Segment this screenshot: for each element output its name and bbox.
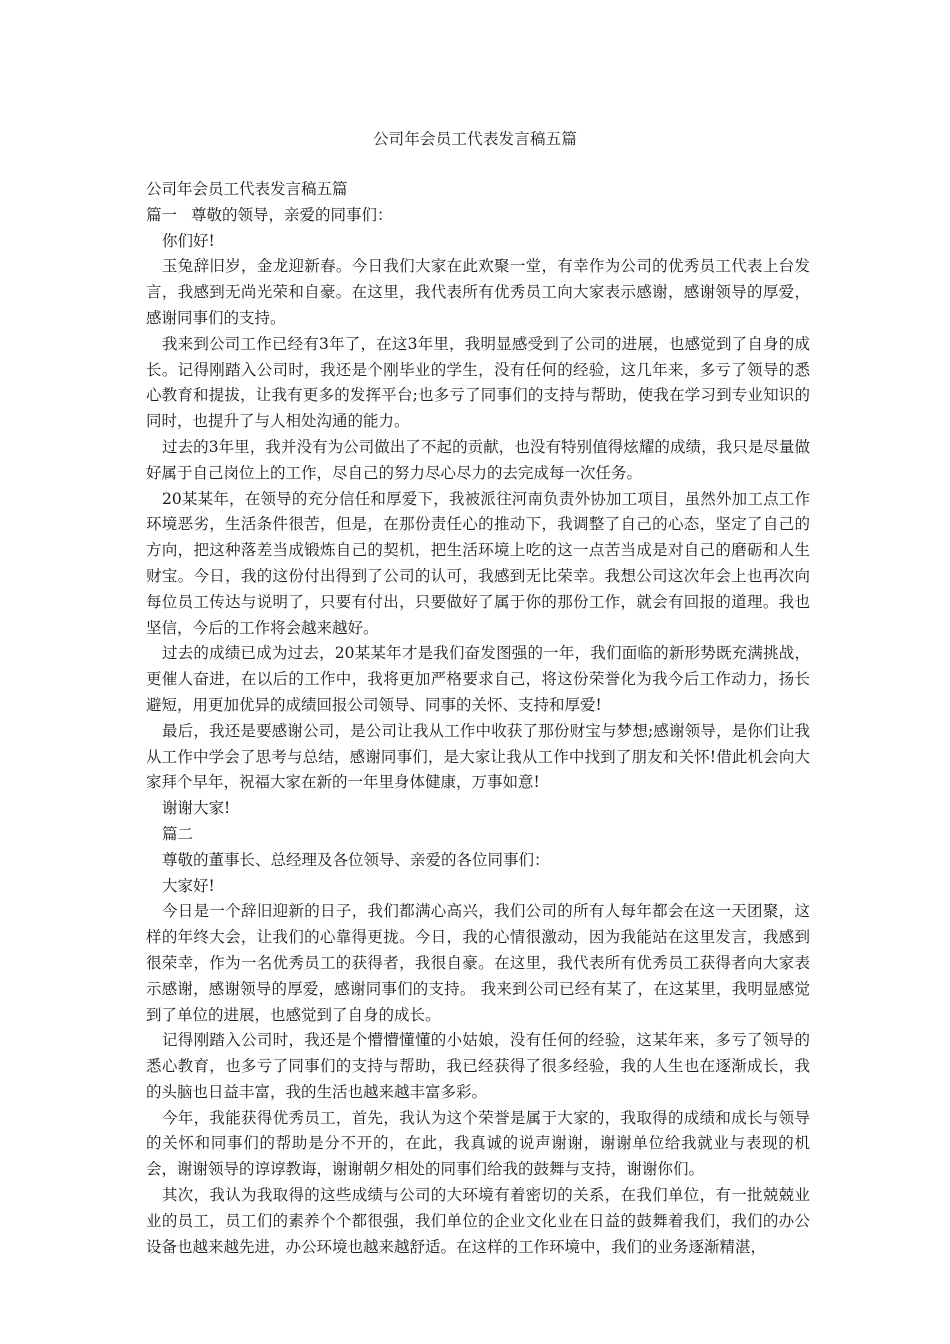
- paragraph: 我来到公司工作已经有3年了，在这3年里，我明显感受到了公司的进展，也感觉到了自身的成长。记得刚踏入公司时，我还是个刚毕业的学生，没有任何的经验，这几年来，多亏了领导的悉心教育和提拔，让我有更多的发挥平台;也多亏了同事们的支持与帮助，使我在学习到专业知识的同时，也提升了与人相处沟通的能力。: [146, 334, 810, 431]
- paragraph: 记得刚踏入公司时，我还是个懵懵懂懂的小姑娘，没有任何的经验，这某年来，多亏了领导的悉心教育，也多亏了同事们的支持与帮助，我已经获得了很多经验，我的人生也在逐渐成长，我的头脑也日益丰富，我的生活也越来越丰富多彩。: [146, 1031, 810, 1101]
- paragraph: 20某某年，在领导的充分信任和厚爱下，我被派往河南负责外协加工项目，虽然外加工点工作环境恶劣，生活条件很苦，但是，在那份责任心的推动下，我调整了自己的心态，坚定了自己的方向，把这种落差当成锻炼自己的契机，把生活环境上吃的这一点苦当成是对自己的磨砺和人生财宝。今日，我的这份付出得到了公司的认可，我感到无比荣幸。我想公司这次年会上也再次向每位员工传达与说明了，只要有付出，只要做好了属于你的那份工作，就会有回报的道理。我也坚信，今后的工作将会越来越好。: [146, 489, 810, 637]
- paragraph: 其次，我认为我取得的这些成绩与公司的大环境有着密切的关系，在我们单位，有一批兢兢业业的员工，员工们的素养个个都很强，我们单位的企业文化业在日益的鼓舞着我们，我们的办公设备也越来越先进，办公环境也越来越舒适。在这样的工作环境中，我们的业务逐渐精湛，: [146, 1186, 810, 1256]
- paragraph: 过去的成绩已成为过去，20某某年才是我们奋发图强的一年，我们面临的新形势既充满挑战，更催人奋进，在以后的工作中，我将更加严格要求自己，将这份荣誉化为我今后工作动力，扬长避短，用更加优异的成绩回报公司领导、同事的关怀、支持和厚爱!: [146, 644, 810, 714]
- part2-greeting: 大家好!: [162, 876, 215, 895]
- part2-salutation: 尊敬的董事长、总经理及各位领导、亲爱的各位同事们：: [162, 850, 550, 869]
- document-subtitle: 公司年会员工代表发言稿五篇: [146, 180, 348, 198]
- paragraph: 今日是一个辞旧迎新的日子，我们都满心高兴，我们公司的所有人每年都会在这一天团聚，这样的年终大会，让我们的心靠得更拢。今日，我的心情很激动，因为我能站在这里发言，我感到很荣幸，作为一名优秀员工的获得者，我很自豪。在这里，我代表所有优秀员工获得者向大家表示感谢，感谢领导的厚爱，感谢同事们的支持。 我来到公司已经有某了，在这某里，我明显感觉到了单位的进展，也感觉到了自身的成长。: [146, 902, 810, 1024]
- paragraph: 玉兔辞旧岁，金龙迎新春。今日我们大家在此欢聚一堂，有幸作为公司的优秀员工代表上台发言，我感到无尚光荣和自豪。在这里，我代表所有优秀员工向大家表示感谢，感谢领导的厚爱，感谢同事们的支持。: [146, 257, 810, 327]
- part1-closing: 谢谢大家!: [162, 799, 231, 818]
- part1-label: 篇一: [146, 205, 178, 224]
- paragraph: 过去的3年里，我并没有为公司做出了不起的贡献，也没有特别值得炫耀的成绩，我只是尽量做好属于自己岗位上的工作，尽自己的努力尽心尽力的去完成每一次任务。: [146, 437, 810, 482]
- paragraph: 最后，我还是要感谢公司，是公司让我从工作中收获了那份财宝与梦想;感谢领导，是你们让我从工作中学会了思考与总结，感谢同事们，是大家让我从工作中找到了朋友和关怀!借此机会向大家拜个早年，祝福大家在新的一年里身体健康，万事如意!: [146, 721, 810, 792]
- part2-label: 篇二: [162, 824, 194, 843]
- part1-heading: [146, 203, 810, 229]
- document-title: 公司年会员工代表发言稿五篇: [372, 130, 578, 148]
- document-body: [146, 177, 810, 1260]
- part1-salutation: 尊敬的领导，亲爱的同事们：: [191, 205, 393, 224]
- part1-greeting: 你们好!: [162, 231, 215, 250]
- paragraph: 今年，我能获得优秀员工，首先，我认为这个荣誉是属于大家的，我取得的成绩和成长与领导的关怀和同事们的帮助是分不开的，在此，我真诚的说声谢谢，谢谢单位给我就业与表现的机会，谢谢领导的谆谆教诲，谢谢朝夕相处的同事们给我的鼓舞与支持，谢谢你们。: [146, 1108, 810, 1179]
